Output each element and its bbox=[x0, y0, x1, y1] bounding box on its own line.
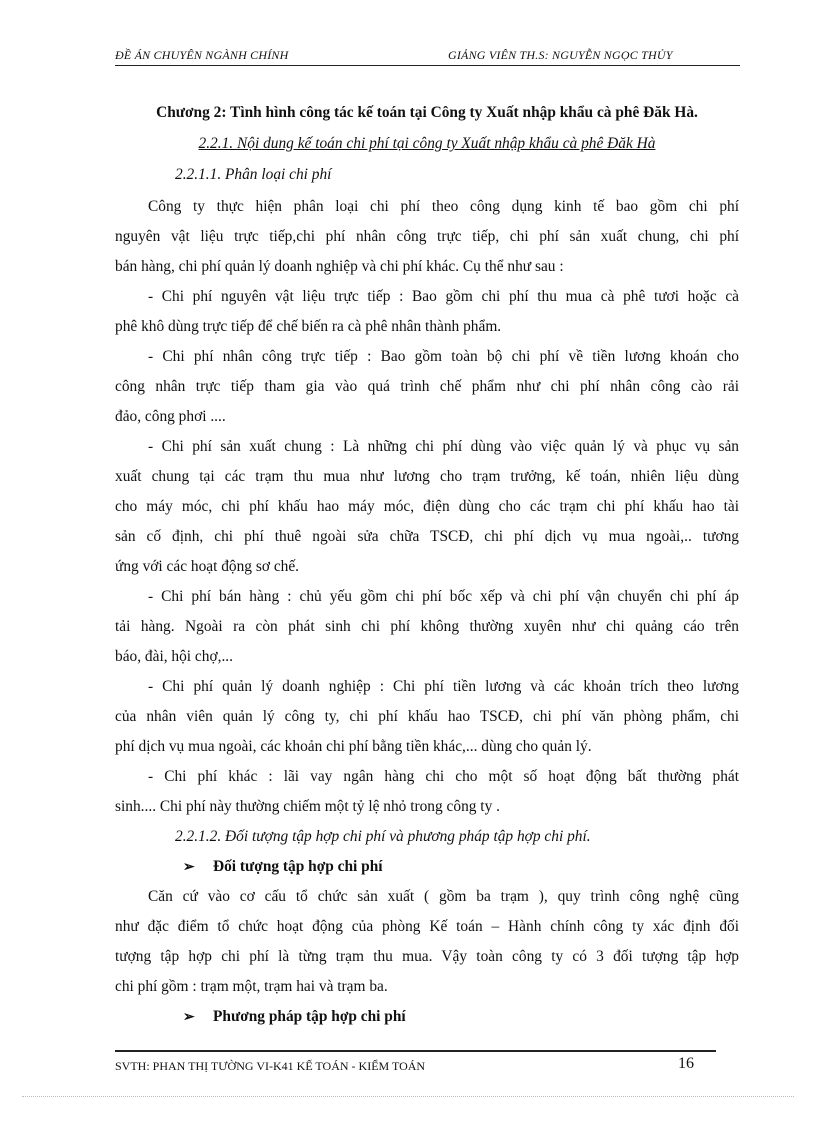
arrow-bullet-icon: ➢ bbox=[183, 1010, 195, 1025]
body-line: của nhân viên quản lý công ty, chi phí khấu hao TSCĐ, chi phí văn phòng phẩm, chi bbox=[115, 708, 739, 725]
footer-author: SVTH: PHAN THỊ TƯỜNG VI-K41 KẾ TOÁN - KIỂM TOÁN bbox=[115, 1059, 426, 1073]
body-line: - Chi phí bán hàng : chủ yếu gồm chi phí bốc xếp và chi phí vận chuyển chi phí áp bbox=[148, 588, 739, 605]
body-line: tượng tập hợp chi phí là từng trạm thu mua. Vậy toàn công ty có 3 đối tượng tập hợp bbox=[115, 948, 739, 965]
body-line: - Chi phí nhân công trực tiếp : Bao gồm toàn bộ chi phí về tiền lương khoán cho bbox=[148, 348, 739, 365]
bullet-heading-cost-method bbox=[183, 1008, 733, 1027]
body-line: cho máy móc, chi phí khấu hao máy móc, điện dùng cho các trạm chi phí khấu hao tài bbox=[115, 498, 739, 515]
footer-divider bbox=[115, 1050, 716, 1052]
body-line: như đặc điểm tổ chức hoạt động của phòng Kế toán – Hành chính công ty xác định đối bbox=[115, 918, 739, 935]
body-line: Công ty thực hiện phân loại chi phí theo công dụng kinh tế bao gồm chi phí bbox=[148, 198, 739, 215]
page-number: 16 bbox=[678, 1055, 694, 1072]
bullet-heading-text: Đối tượng tập hợp chi phí bbox=[213, 858, 383, 875]
body-line: bán hàng, chi phí quản lý doanh nghiệp và chi phí khác. Cụ thể như sau : bbox=[115, 258, 564, 275]
body-line: nguyên vật liệu trực tiếp,chi phí nhân công trực tiếp, chi phí sản xuất chung, chi phí bbox=[115, 228, 739, 245]
body-line: - Chi phí nguyên vật liệu trực tiếp : Bao gồm chi phí thu mua cà phê tươi hoặc cà bbox=[148, 288, 739, 305]
body-line: sản cố định, chi phí thuê ngoài sửa chữa TSCĐ, chi phí dịch vụ mua ngoài,.. tương bbox=[115, 528, 739, 545]
section-2-2-1: 2.2.1. Nội dung kế toán chi phí tại công ty Xuất nhập khẩu cà phê Đăk Hà bbox=[198, 135, 656, 152]
body-line: ứng với các hoạt động sơ chế. bbox=[115, 558, 300, 575]
section-2-2-1-1: 2.2.1.1. Phân loại chi phí bbox=[175, 166, 332, 183]
body-line: Căn cứ vào cơ cấu tổ chức sản xuất ( gồm ba trạm ), quy trình công nghệ cũng bbox=[148, 888, 739, 905]
header-left: ĐỀ ÁN CHUYÊN NGÀNH CHÍNH bbox=[115, 48, 289, 62]
body-line: - Chi phí sản xuất chung : Là những chi phí dùng vào việc quản lý và phục vụ sản bbox=[148, 438, 739, 455]
body-line: - Chi phí quản lý doanh nghiệp : Chi phí tiền lương và các khoản trích theo lương bbox=[148, 678, 739, 695]
body-line: phí dịch vụ mua ngoài, các khoản chi phí bằng tiền khác,... dùng cho quản lý. bbox=[115, 738, 592, 755]
bullet-heading-text: Phương pháp tập hợp chi phí bbox=[213, 1008, 406, 1025]
body-line: - Chi phí khác : lãi vay ngân hàng chi cho một số hoạt động bất thường phát bbox=[148, 768, 739, 785]
page-boundary bbox=[22, 1096, 794, 1097]
body-line: tải hàng. Ngoài ra còn phát sinh chi phí không thường xuyên như chi quảng cáo trên bbox=[115, 618, 739, 635]
bullet-heading-cost-object bbox=[183, 858, 733, 877]
body-line: xuất chung tại các trạm thu mua như lương cho trạm trưởng, kế toán, nhiên liệu dùng bbox=[115, 468, 739, 485]
body-line: đảo, công phơi .... bbox=[115, 408, 226, 425]
header-right: GIẢNG VIÊN TH.S: NGUYỄN NGỌC THỦY bbox=[448, 48, 673, 62]
body-line: báo, đài, hội chợ,... bbox=[115, 648, 233, 665]
arrow-bullet-icon: ➢ bbox=[183, 860, 195, 875]
body-line: chi phí gồm : trạm một, trạm hai và trạm ba. bbox=[115, 978, 388, 995]
chapter-title: Chương 2: Tình hình công tác kế toán tại Công ty Xuất nhập khẩu cà phê Đăk Hà. bbox=[156, 104, 698, 121]
body-line: phê khô dùng trực tiếp để chế biến ra cà phê nhân thành phẩm. bbox=[115, 318, 502, 335]
section-2-2-1-2: 2.2.1.2. Đối tượng tập hợp chi phí và phương pháp tập hợp chi phí. bbox=[175, 828, 591, 845]
body-line: công nhân trực tiếp tham gia vào quá trình chế phẩm như chi phí nhân công cào rải bbox=[115, 378, 739, 395]
body-line: sinh.... Chi phí này thường chiếm một tỷ lệ nhỏ trong công ty . bbox=[115, 798, 500, 815]
page-header bbox=[115, 45, 740, 66]
